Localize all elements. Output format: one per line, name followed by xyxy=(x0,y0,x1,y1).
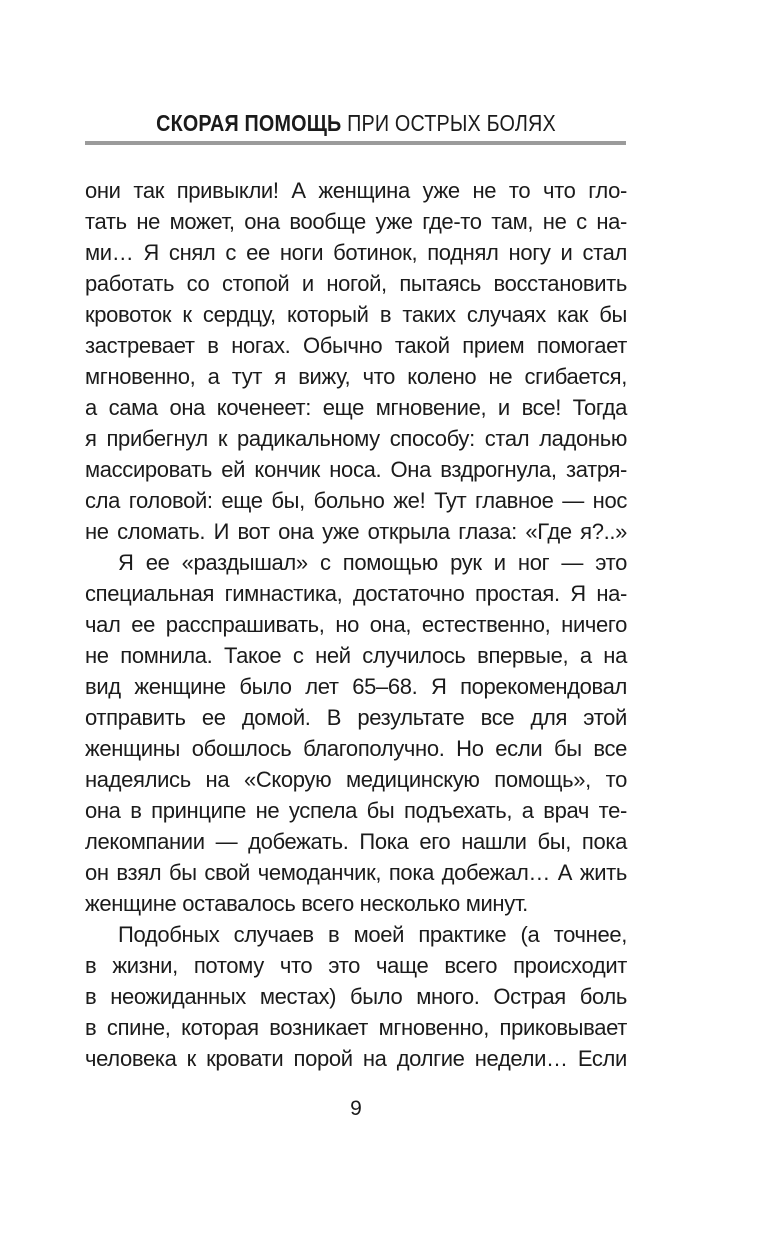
text-line: они так привыкли! А женщина уже не то что гло- xyxy=(85,178,627,203)
text-line: надеялись на «Скорую медицинскую помощь», то xyxy=(85,767,627,792)
text-line: отправить ее домой. В результате все для этой xyxy=(85,705,627,730)
running-header-bold: СКОРАЯ ПОМОЩЬ xyxy=(156,110,342,136)
text-line: в спине, которая возникает мгновенно, приковывает xyxy=(85,1015,627,1040)
text-line: не сломать. И вот она уже открыла глаза: «Где я?..» xyxy=(85,519,627,544)
header-rule-divider xyxy=(85,141,626,145)
text-line: а сама она коченеет: еще мгновение, и все! Тогда xyxy=(85,395,627,420)
text-line: мгновенно, а тут я вижу, что колено не сгибается, xyxy=(85,364,627,389)
text-line: ми… Я снял с ее ноги ботинок, поднял ногу и стал xyxy=(85,240,627,265)
text-line: Я ее «раздышал» с помощью рук и ног — это xyxy=(118,550,627,575)
text-line: он взял бы свой чемоданчик, пока добежал… А жить xyxy=(85,860,627,885)
text-line: лекомпании — добежать. Пока его нашли бы, пока xyxy=(85,829,627,854)
text-line: тать не может, она вообще уже где-то там, не с на- xyxy=(85,209,627,234)
text-line: я прибегнул к радикальному способу: стал ладонью xyxy=(85,426,627,451)
text-line: человека к кровати порой на долгие недели… Если xyxy=(85,1046,627,1071)
text-line: в неожиданных местах) было много. Острая боль xyxy=(85,984,627,1009)
text-line: работать со стопой и ногой, пытаясь восстановить xyxy=(85,271,627,296)
text-line: Подобных случаев в моей практике (а точнее, xyxy=(118,922,627,947)
running-header-regular: ПРИ ОСТРЫХ БОЛЯХ xyxy=(341,110,556,136)
text-line: вид женщине было лет 65–68. Я порекомендовал xyxy=(85,674,627,699)
body-text xyxy=(85,175,627,1074)
text-line: специальная гимнастика, достаточно простая. Я на- xyxy=(85,581,627,606)
text-line: женщине оставалось всего несколько минут. xyxy=(85,891,528,916)
page-number: 9 xyxy=(350,1097,362,1120)
text-line: кровоток к сердцу, который в таких случаях как бы xyxy=(85,302,627,327)
text-line: сла головой: еще бы, больно же! Тут главное — нос xyxy=(85,488,627,513)
text-line: она в принципе не успела бы подъехать, а врач те- xyxy=(85,798,627,823)
running-header xyxy=(123,110,589,136)
text-line: чал ее расспрашивать, но она, естественно, ничего xyxy=(85,612,627,637)
text-line: в жизни, потому что это чаще всего происходит xyxy=(85,953,627,978)
text-line: женщины обошлось благополучно. Но если бы все xyxy=(85,736,627,761)
text-line: не помнила. Такое с ней случилось впервые, а на xyxy=(85,643,627,668)
text-line: массировать ей кончик носа. Она вздрогнула, затря- xyxy=(85,457,627,482)
text-line: застревает в ногах. Обычно такой прием помогает xyxy=(85,333,627,358)
